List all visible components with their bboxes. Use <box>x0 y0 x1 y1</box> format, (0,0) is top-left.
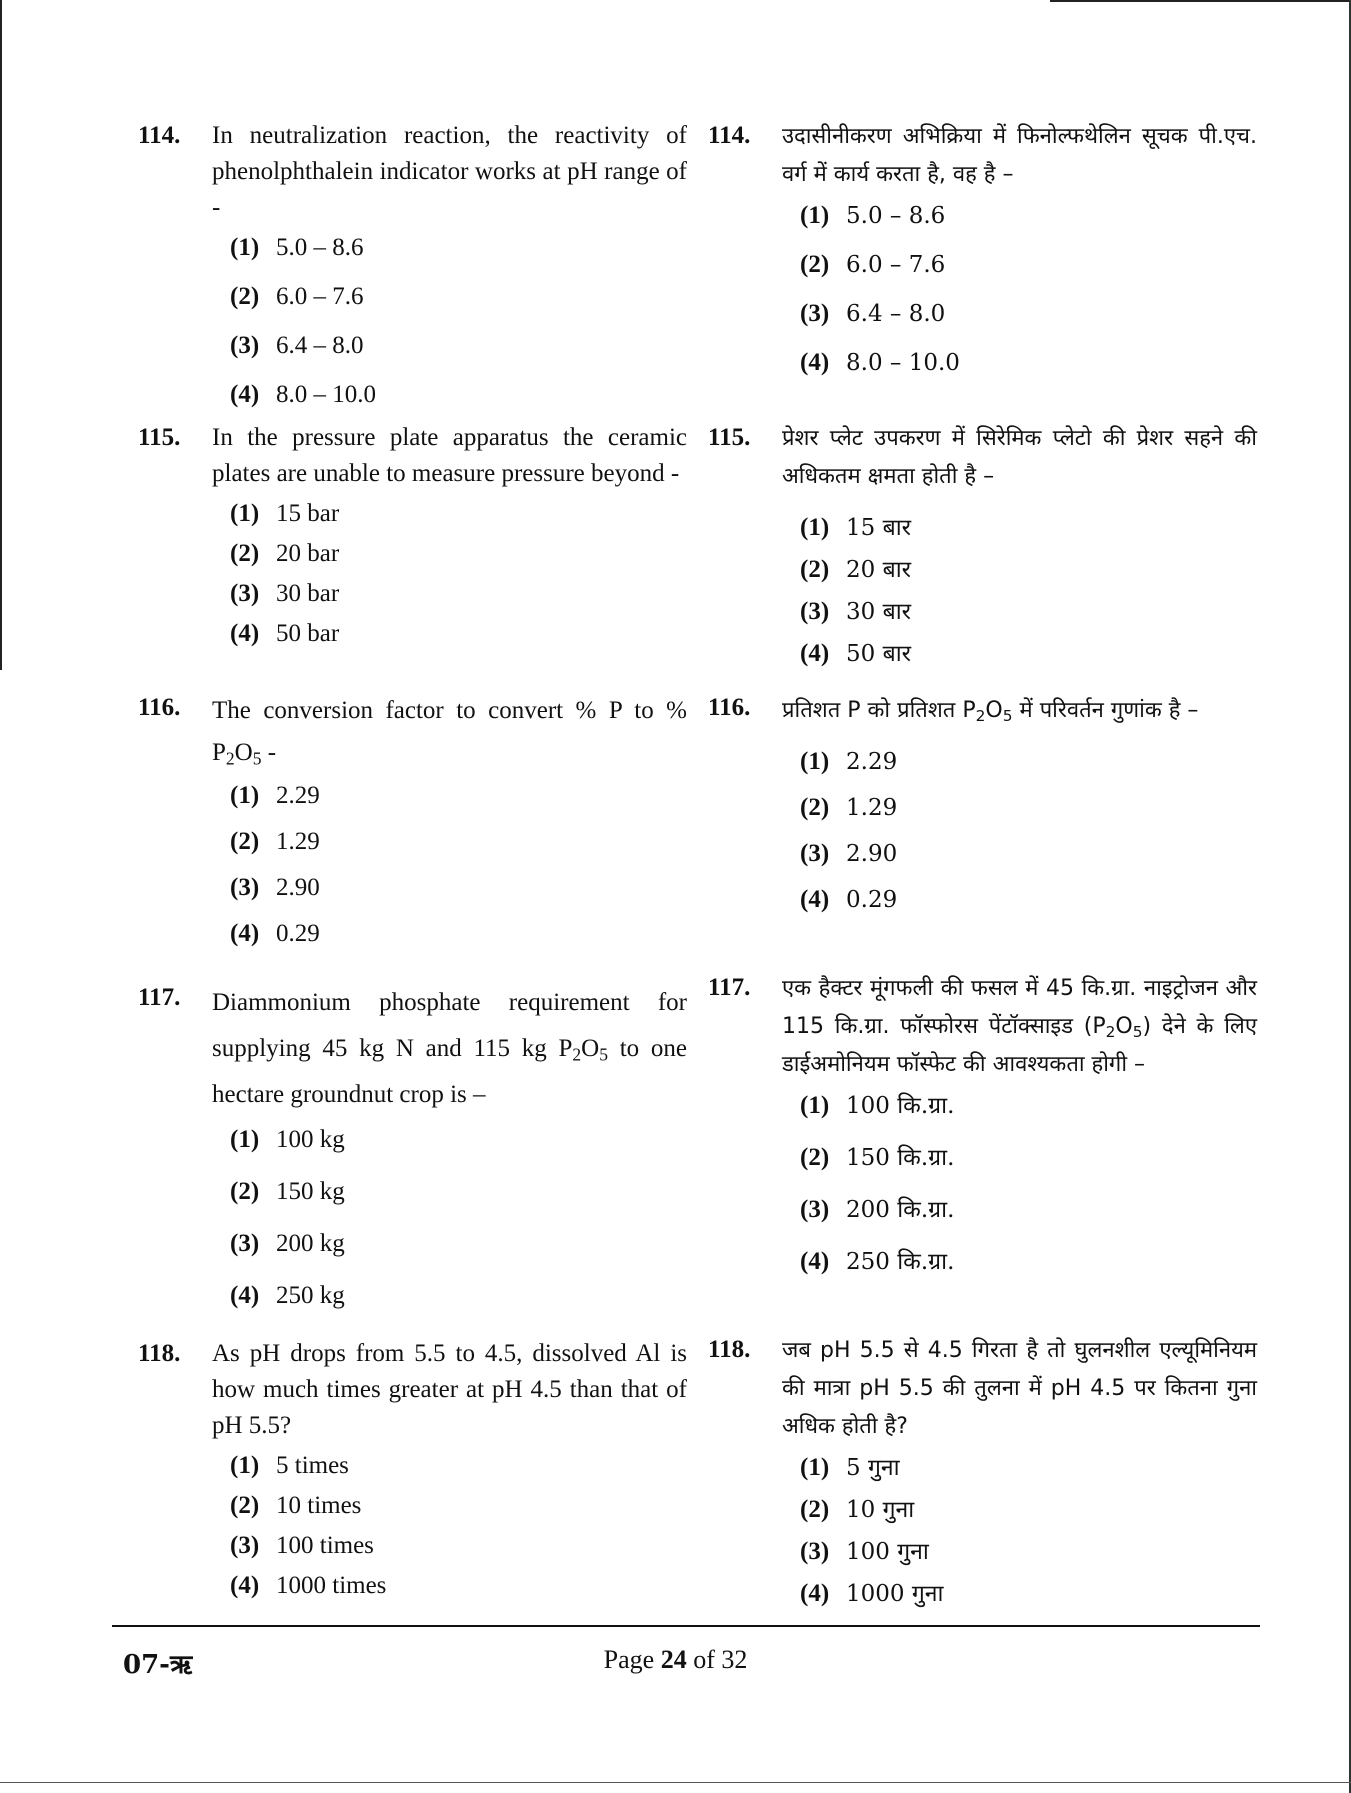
options-list <box>230 1122 708 1318</box>
question-115-hi <box>708 420 1278 672</box>
question-text: In the pressure plate apparatus the ceramic plates are unable to measure pressure beyond - <box>212 424 687 487</box>
option[interactable]: (1) 5.0 – 8.6 <box>800 202 946 229</box>
option[interactable]: (2) 10 गुना <box>800 1496 915 1523</box>
option[interactable]: (4) 250 कि.ग्रा. <box>800 1248 955 1275</box>
question-number: 114. <box>708 122 751 149</box>
option[interactable]: (2) 20 bar <box>230 540 340 567</box>
question-text: प्रेशर प्लेट उपकरण में सिरेमिक प्लेटो की प्रेशर सहने की अधिकतम क्षमता होती है – <box>782 426 1257 489</box>
options-list <box>800 1088 1278 1284</box>
option[interactable]: (3) 30 बार <box>800 598 912 625</box>
option[interactable]: (2) 1.29 <box>800 794 898 821</box>
question-117-en <box>138 980 708 1318</box>
scan-edge-bottom <box>0 1782 1351 1783</box>
options-list <box>800 198 1278 385</box>
option[interactable]: (4) 8.0 – 10.0 <box>800 349 960 376</box>
question-115-en <box>138 420 708 652</box>
question-117-hi <box>708 970 1278 1284</box>
option[interactable]: (3) 6.4 – 8.0 <box>230 332 364 359</box>
options-list <box>800 744 1278 918</box>
option[interactable]: (1) 5 गुना <box>800 1454 900 1481</box>
options-list <box>800 1450 1278 1612</box>
option[interactable]: (4) 1000 times <box>230 1572 387 1599</box>
option[interactable]: (1) 2.29 <box>800 748 898 775</box>
question-114-en <box>138 118 708 417</box>
option[interactable]: (4) 50 bar <box>230 620 340 647</box>
question-text: In neutralization reaction, the reactivity of phenolphthalein indicator works at pH range of - <box>212 122 687 221</box>
question-number: 117. <box>138 984 181 1011</box>
question-text: एक हैक्टर मूंगफली की फसल में 45 कि.ग्रा. नाइट्रोजन और 115 कि.ग्रा. फॉस्फोरस पेंटॉक्साइड $(P_2O_5)$ देने के लिए डाईअमोनियम फॉस्फेट की आवश्यकता होगी – <box>782 976 1257 1077</box>
question-number: 118. <box>138 1340 181 1367</box>
option[interactable]: (3) 6.4 – 8.0 <box>800 300 946 327</box>
option[interactable]: (2) 10 times <box>230 1492 362 1519</box>
option[interactable]: (1) 100 कि.ग्रा. <box>800 1092 955 1119</box>
question-text: As pH drops from 5.5 to 4.5, dissolved Al is how much times greater at pH 4.5 than that of pH 5.5? <box>212 1340 687 1439</box>
option[interactable]: (1) 5 times <box>230 1452 349 1479</box>
options-list <box>230 1448 708 1604</box>
question-114-hi <box>708 118 1278 385</box>
option[interactable]: (2) 150 कि.ग्रा. <box>800 1144 955 1171</box>
question-text: उदासीनीकरण अभिक्रिया में फिनोल्फथेलिन सूचक पी.एच. वर्ग में कार्य करता है, वह है – <box>782 124 1257 187</box>
option[interactable]: (4) 8.0 – 10.0 <box>230 381 376 408</box>
option[interactable]: (1) 15 bar <box>230 500 340 527</box>
option[interactable]: (1) 15 बार <box>800 514 912 541</box>
option[interactable]: (4) 0.29 <box>230 920 320 947</box>
option[interactable]: (3) 200 कि.ग्रा. <box>800 1196 955 1223</box>
option[interactable]: (2) 6.0 – 7.6 <box>800 251 946 278</box>
question-number: 115. <box>708 424 751 451</box>
question-text: जब pH 5.5 से 4.5 गिरता है तो घुलनशील एल्यूमिनियम की मात्रा pH 5.5 की तुलना में pH 4.5 पर कितना गुना अधिक होती है? <box>782 1338 1257 1439</box>
option[interactable]: (2) 1.29 <box>230 828 320 855</box>
question-number: 118. <box>708 1336 751 1363</box>
option[interactable]: (4) 1000 गुना <box>800 1580 944 1607</box>
option[interactable]: (1) 100 kg <box>230 1126 345 1153</box>
option[interactable]: (1) 2.29 <box>230 782 320 809</box>
option[interactable]: (3) 30 bar <box>230 580 340 607</box>
footer-divider <box>112 1625 1260 1627</box>
option[interactable]: (3) 100 गुना <box>800 1538 929 1565</box>
options-list <box>230 778 708 956</box>
question-116-en <box>138 690 708 956</box>
option[interactable]: (4) 0.29 <box>800 886 898 913</box>
question-number: 116. <box>138 694 181 721</box>
option[interactable]: (2) 20 बार <box>800 556 912 583</box>
options-list <box>230 496 708 652</box>
question-number: 117. <box>708 974 751 1001</box>
option[interactable]: (3) 2.90 <box>800 840 898 867</box>
option[interactable]: (2) 150 kg <box>230 1178 345 1205</box>
question-number: 115. <box>138 424 181 451</box>
question-118-en <box>138 1336 708 1604</box>
option[interactable]: (3) 200 kg <box>230 1230 345 1257</box>
options-list <box>800 510 1278 672</box>
paper-code: 07-ऋ <box>123 1650 193 1680</box>
option[interactable]: (4) 50 बार <box>800 640 912 667</box>
option[interactable]: (1) 5.0 – 8.6 <box>230 234 364 261</box>
option[interactable]: (2) 6.0 – 7.6 <box>230 283 364 310</box>
question-118-hi <box>708 1332 1278 1612</box>
page-edge-top <box>1050 0 1351 2</box>
option[interactable]: (4) 250 kg <box>230 1282 345 1309</box>
option[interactable]: (3) 100 times <box>230 1532 374 1559</box>
question-text: The conversion factor to convert % P to % $P_2O_5$ - <box>212 697 687 769</box>
option[interactable]: (3) 2.90 <box>230 874 320 901</box>
options-list <box>230 230 708 417</box>
question-text: प्रतिशत P को प्रतिशत $P_2O_5$ में परिवर्तन गुणांक है – <box>782 698 1199 725</box>
question-number: 116. <box>708 694 751 721</box>
page-edge-left <box>0 0 2 670</box>
question-text: Diammonium phosphate requirement for supplying 45 kg N and 115 kg $P_2O_5$ to one hectare groundnut crop is – <box>212 989 688 1108</box>
question-number: 114. <box>138 122 181 149</box>
question-116-hi <box>708 690 1278 918</box>
page-number: Page 24 of 32 <box>603 1645 748 1674</box>
